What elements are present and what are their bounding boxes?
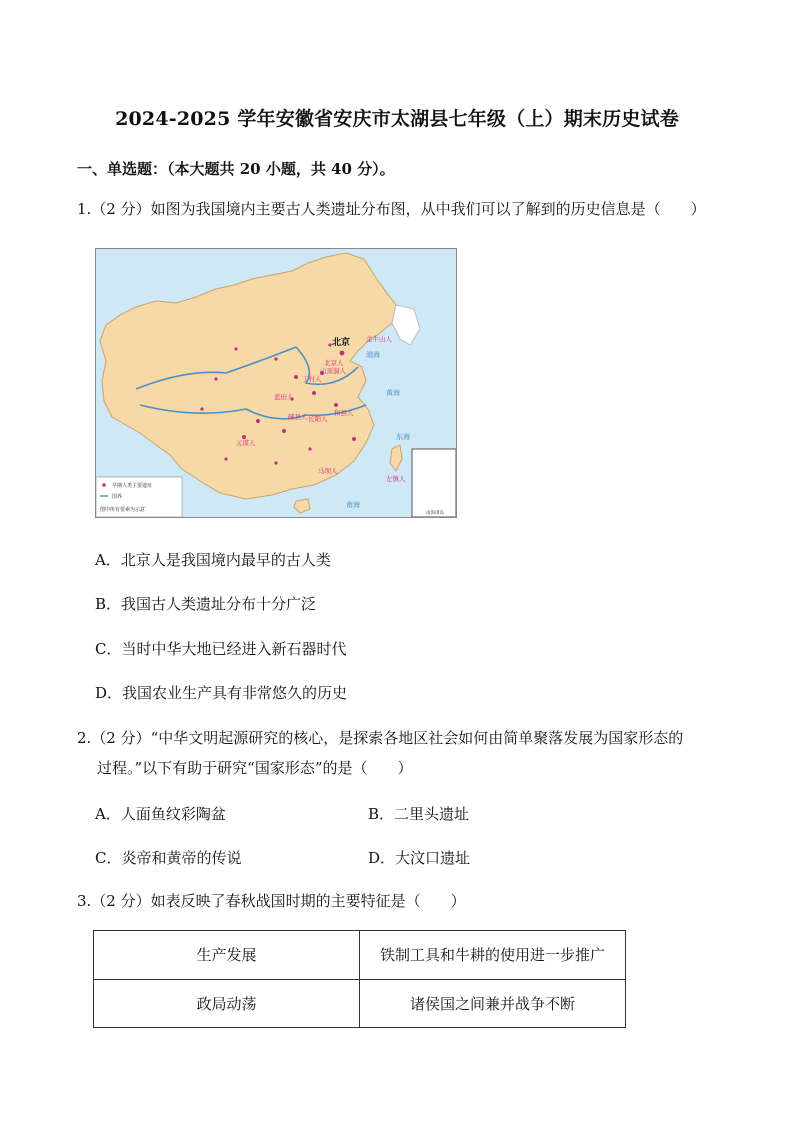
q2-option-b: B．二里头遗址 bbox=[368, 805, 470, 823]
question-2-stem bbox=[77, 723, 727, 783]
exam-title: 2024-2025 学年安徽省安庆市太湖县七年级（上）期末历史试卷 bbox=[115, 108, 679, 130]
map-label-beijing: 北京 bbox=[332, 338, 351, 348]
map-label-sea4: 南海 bbox=[346, 501, 360, 509]
q1-option-a: A．北京人是我国境内最早的古人类 bbox=[95, 551, 331, 569]
map-label-yuanmou: 元谋人 bbox=[236, 439, 256, 447]
map-label-sea1: 渤海 bbox=[366, 351, 380, 359]
table-row bbox=[94, 931, 626, 980]
map-label-dingcun: 丁村人 bbox=[302, 375, 322, 383]
map-label-beijingren: 北京人 bbox=[324, 359, 344, 367]
map-label-lantian: 蓝田人 bbox=[274, 393, 294, 401]
map-label-maba: 马坝人 bbox=[318, 467, 338, 475]
table-cell: 政局动荡 bbox=[94, 979, 360, 1028]
map-label-inset: 南海诸岛 bbox=[426, 511, 444, 516]
table-cell: 铁制工具和牛耕的使用进一步推广 bbox=[360, 931, 626, 980]
ancient-human-sites-map bbox=[95, 248, 457, 518]
q2-option-d: D．大汶口遗址 bbox=[368, 849, 471, 867]
table-cell: 生产发展 bbox=[94, 931, 360, 980]
legend-site-marker bbox=[102, 483, 106, 487]
table-row bbox=[94, 979, 626, 1028]
q3-table bbox=[93, 930, 626, 1028]
table-cell: 诸侯国之间兼并战争不断 bbox=[360, 979, 626, 1028]
q2-option-a: A．人面鱼纹彩陶盆 bbox=[95, 805, 226, 823]
legend-item-note: 图中所有要素为示意 bbox=[100, 507, 146, 513]
map-label-zhoukou: 长阳人 bbox=[308, 415, 328, 423]
q1-option-b: B．我国古人类遗址分布十分广泛 bbox=[95, 595, 317, 613]
question-1-stem: 1.（2 分）如图为我国境内主要古人类遗址分布图，从中我们可以了解到的历史信息是（ ） bbox=[77, 200, 706, 218]
map-label-shandingdong: 山顶洞人 bbox=[320, 367, 346, 375]
map-label-jinniushan: 金牛山人 bbox=[366, 335, 392, 343]
south-sea-inset bbox=[412, 449, 456, 517]
q2-stem-line1: 2.（2 分）“中华文明起源研究的核心，是探索各地区社会如何由简单聚落发展为国家形态的 bbox=[77, 729, 684, 747]
q2-stem-line2: 过程。”以下有助于研究“国家形态”的是（ ） bbox=[97, 759, 413, 777]
map-label-zuojiang: 左镇人 bbox=[386, 475, 406, 483]
q1-option-d: D．我国农业生产具有非常悠久的历史 bbox=[95, 684, 348, 702]
legend-item-site: 早期人类主要遗址 bbox=[112, 483, 153, 489]
question-3-stem: 3.（2 分）如表反映了春秋战国时期的主要特征是（ ） bbox=[77, 892, 466, 910]
map-label-sea2: 黄海 bbox=[386, 389, 400, 397]
section-heading: 一、单选题：（本大题共 20 小题，共 40 分）。 bbox=[77, 160, 395, 178]
map-label-yunxian: 郧县人 bbox=[288, 413, 308, 421]
legend-item-border: 国界 bbox=[112, 494, 123, 500]
map-label-sea3: 东海 bbox=[396, 433, 410, 441]
map-label-hexian: 和县人 bbox=[334, 409, 354, 417]
q2-option-c: C．炎帝和黄帝的传说 bbox=[95, 849, 242, 867]
q1-option-c: C．当时中华大地已经进入新石器时代 bbox=[95, 640, 347, 658]
map-svg bbox=[96, 249, 456, 517]
